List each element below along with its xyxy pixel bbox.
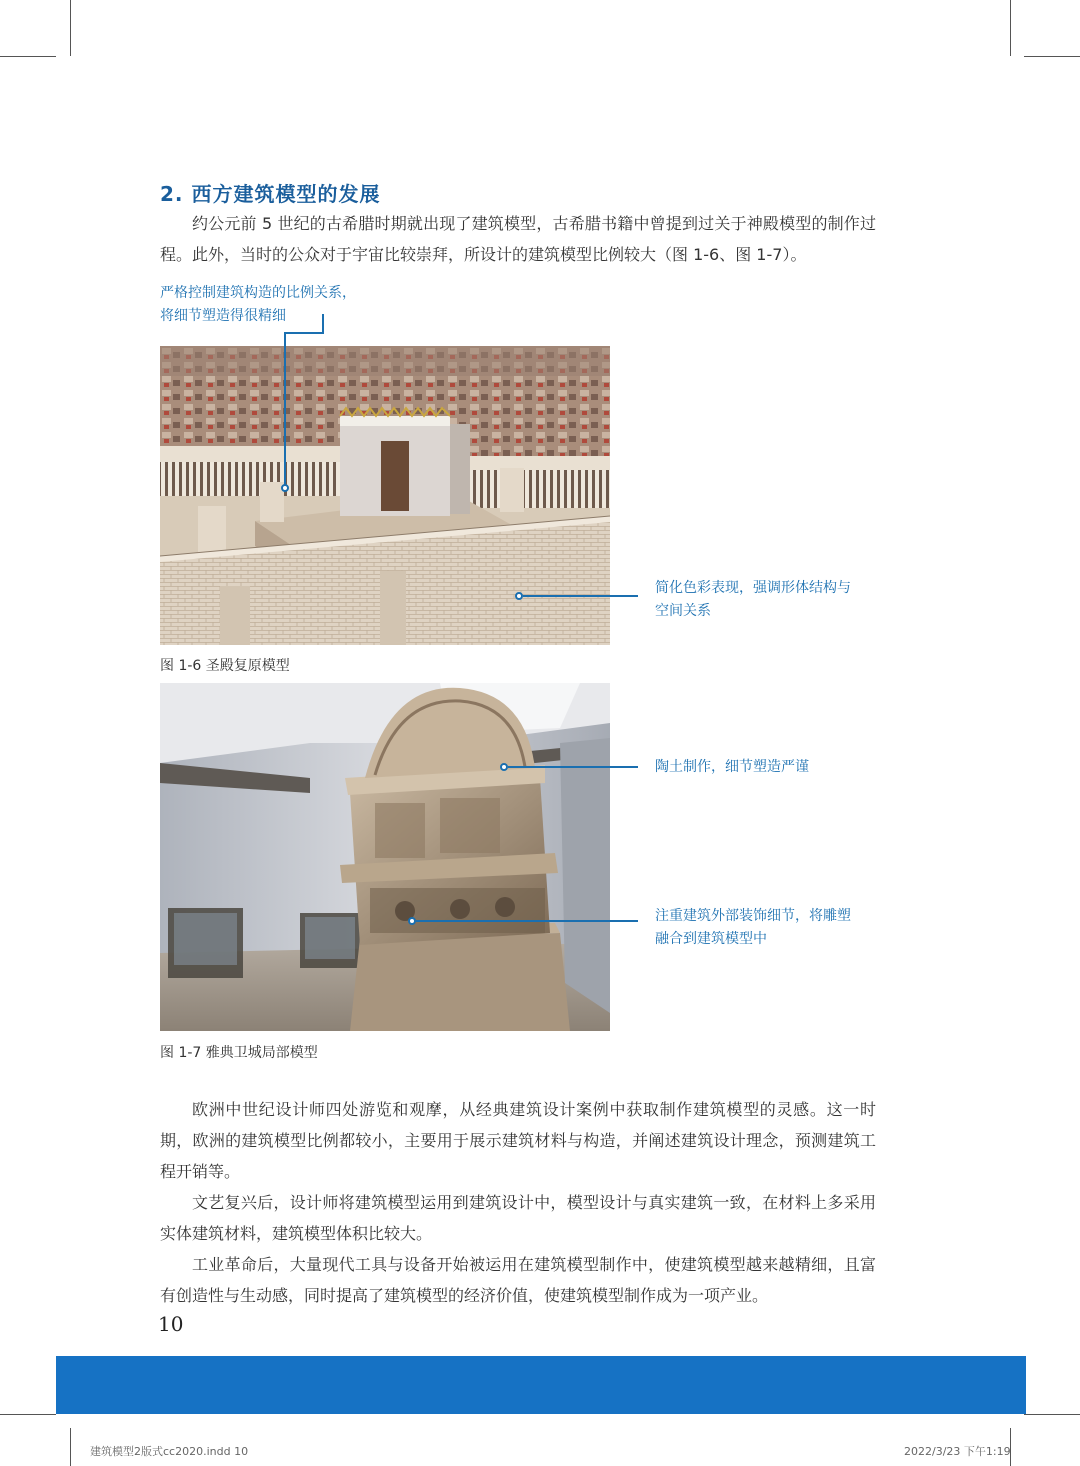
footer-band [56,1356,1026,1414]
section-heading: 2. 西方建筑模型的发展 [160,182,381,206]
body-paragraph: 工业革命后，大量现代工具与设备开始被运用在建筑模型制作中，使建筑模型越来越精细，且富有创造性与生动感，同时提高了建筑模型的经济价值，使建筑模型制作成为一项产业。 [160,1255,876,1305]
crop-mark [1024,56,1080,57]
figure-1-7-photo [160,683,610,1031]
annotation-line: 将细节塑造得很精细 [160,308,286,324]
crop-mark [0,1414,56,1415]
figure-1-6-annotation-top [160,282,356,328]
leader-line [508,766,638,768]
body-paragraph: 欧洲中世纪设计师四处游览和观摩，从经典建筑设计案例中获取制作建筑模型的灵感。这一时期，欧洲的建筑模型比例都较小，主要用于展示建筑材料与构造，并阐述建筑设计理念，预测建筑工程开销等。 [160,1100,876,1181]
body-paragraph: 文艺复兴后，设计师将建筑模型运用到建筑设计中，模型设计与真实建筑一致，在材料上多采用实体建筑材料，建筑模型体积比较大。 [160,1193,876,1243]
leader-line [322,314,324,334]
figure-1-7-caption: 图 1-7 雅典卫城局部模型 [160,1045,318,1061]
annotation-line: 注重建筑外部装饰细节，将雕塑 [655,908,851,924]
figure-1-6-annotation-right [655,577,851,623]
figure-1-7-annotation-b [655,905,851,951]
crop-mark [70,0,71,56]
leader-line [284,332,286,484]
annotation-marker [500,763,508,771]
leader-line [523,595,638,597]
slug-date: 2022/3/23 下午1:19 [904,1445,1011,1458]
crop-mark [1010,0,1011,56]
annotation-line: 空间关系 [655,603,711,619]
annotation-marker [408,917,416,925]
annotation-marker [515,592,523,600]
figure-1-6-caption: 图 1-6 圣殿复原模型 [160,658,290,674]
slug-file-name: 建筑模型2版式cc2020.indd 10 [90,1445,249,1458]
annotation-line: 简化色彩表现，强调形体结构与 [655,580,851,596]
crop-mark [70,1428,71,1466]
annotation-line: 融合到建筑模型中 [655,931,767,947]
leader-line [284,332,324,334]
crop-mark [1024,1414,1080,1415]
annotation-line: 严格控制建筑构造的比例关系， [160,285,356,301]
crop-mark [0,56,56,57]
leader-line [416,920,638,922]
annotation-marker [281,484,289,492]
page-number: 10 [158,1312,184,1336]
intro-paragraph: 约公元前 5 世纪的古希腊时期就出现了建筑模型，古希腊书籍中曾提到过关于神殿模型的制作过程。此外，当时的公众对于宇宙比较崇拜，所设计的建筑模型比例较大（图 1-6、图 1-7）。 [160,214,876,264]
figure-1-6-photo [160,346,610,645]
figure-1-7-annotation-a: 陶土制作，细节塑造严谨 [655,759,809,775]
